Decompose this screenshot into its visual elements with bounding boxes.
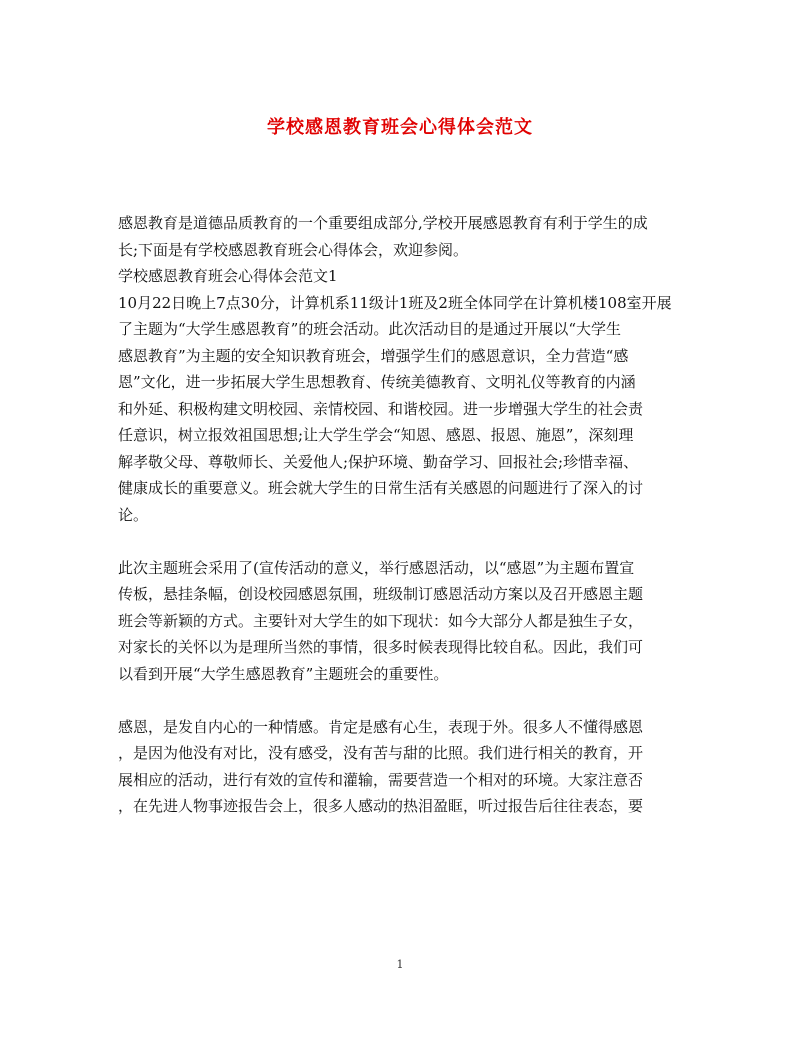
text-line: 学校感恩教育班会心得体会范文1 — [118, 267, 338, 285]
text-line: 对家长的关怀以为是理所当然的事情，很多时候表现得比较自私。因此，我们可 — [118, 638, 644, 656]
text-line: 健康成长的重要意义。班会就大学生的日常生活有关感恩的问题进行了深入的讨 — [118, 479, 644, 497]
text-line: ，在先进人物事迹报告会上，很多人感动的热泪盈眶，听过报告后往往表态，要 — [118, 797, 644, 815]
text-line: 解孝敬父母、尊敬师长、关爱他人;保护环境、勤奋学习、回报社会;珍惜幸福、 — [118, 452, 639, 471]
text-line: 恩”文化，进一步拓展大学生思想教育、传统美德教育、文明礼仪等教育的内涵 — [118, 373, 636, 391]
paragraph-3 — [118, 714, 683, 820]
paragraph-intro — [118, 210, 683, 263]
text-line: 此次主题班会采用了(宣传活动的意义，举行感恩活动，以“感恩”为主题布置宣 — [118, 558, 635, 577]
section-heading — [118, 263, 683, 290]
text-line: ，是因为他没有对比，没有感受，没有苦与甜的比照。我们进行相关的教育，开 — [118, 744, 644, 762]
text-line: 和外延、积极构建文明校园、亲情校园、和谐校园。进一步增强大学生的社会责 — [118, 399, 644, 418]
text-line: 10月22日晚上7点30分，计算机系11级计1班及2班全体同学在计算机楼108室开展 — [118, 293, 672, 312]
text-line: 以看到开展“大学生感恩教育”主题班会的重要性。 — [118, 664, 449, 683]
text-line: 传板，悬挂条幅，创设校园感恩氛围，班级制订感恩活动方案以及召开感恩主题 — [118, 585, 644, 603]
text-line: 任意识，树立报效祖国思想;让大学生学会“知恩、感恩、报恩、施恩”，深刻理 — [118, 426, 634, 444]
paragraph-spacer — [118, 528, 683, 555]
document-title: 学校感恩教育班会心得体会范文 — [267, 117, 533, 138]
text-line: 感恩，是发自内心的一种情感。肯定是感有心生，表现于外。很多人不懂得感恩 — [118, 717, 644, 736]
text-line: 感恩教育”为主题的安全知识教育班会，增强学生们的感恩意识，全力营造“感 — [118, 346, 629, 365]
paragraph-2 — [118, 555, 683, 688]
text-line: 了主题为“大学生感恩教育”的班会活动。此次活动目的是通过开展以“大学生 — [118, 320, 622, 338]
paragraph-1 — [118, 290, 683, 529]
text-line: 展相应的活动，进行有效的宣传和灌输，需要营造一个相对的环境。大家注意否 — [118, 770, 644, 789]
paragraph-spacer — [118, 687, 683, 714]
document-body — [118, 210, 683, 820]
text-line: 论。 — [118, 505, 149, 524]
text-line: 班会等新颖的方式。主要针对大学生的如下现状：如今大部分人都是独生子女， — [118, 611, 644, 630]
text-line: 长;下面是有学校感恩教育班会心得体会，欢迎参阅。 — [118, 240, 469, 259]
text-line: 感恩教育是道德品质教育的一个重要组成部分,学校开展感恩教育有利于学生的成 — [118, 214, 648, 232]
page-number: 1 — [396, 958, 404, 971]
